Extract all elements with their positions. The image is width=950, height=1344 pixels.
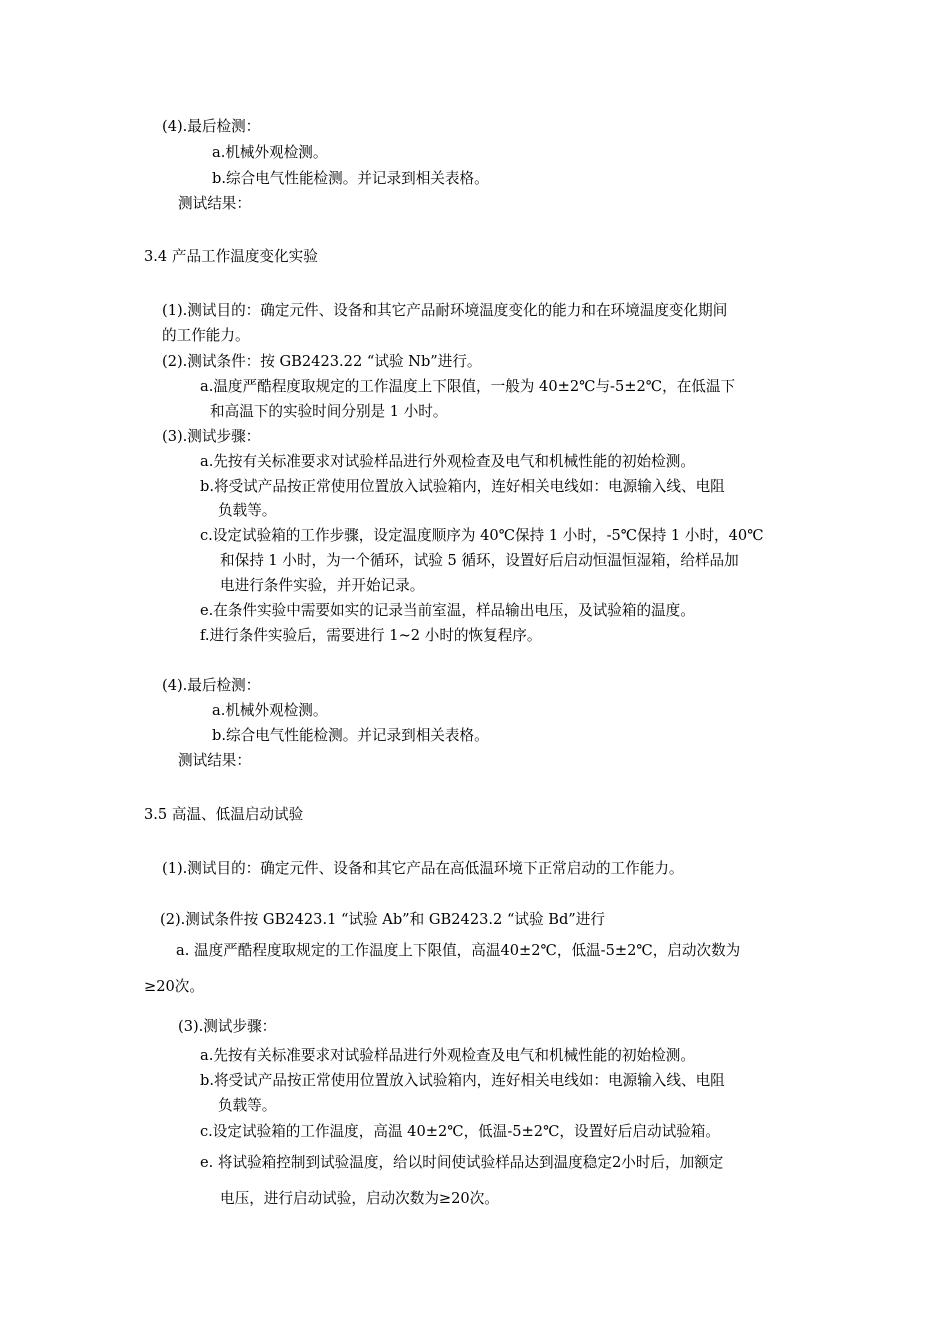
test-steps-heading: (3).测试步骤： [178,1018,277,1035]
test-conditions: (2).测试条件按 GB2423.1 “试验 Ab”和 GB2423.2 “试验 Bd”进行 [160,911,605,928]
step-a: a.先按有关标准要求对试验样品进行外观检查及电气和机械性能的初始检测。 [200,453,695,470]
step-b-line-1: b.将受试产品按正常使用位置放入试验箱内，连好相关电线如：电源输入线、电阻 [200,478,725,495]
section-heading-3-5: 3.5 高温、低温启动试验 [144,806,304,823]
step-e-line-2: 电压，进行启动试验，启动次数为≥20次。 [220,1190,499,1207]
test-result-label: 测试结果： [178,195,251,212]
step-a: a.先按有关标准要求对试验样品进行外观检查及电气和机械性能的初始检测。 [200,1047,695,1064]
final-check-heading: (4).最后检测： [162,677,261,694]
step-f: f.进行条件实验后，需要进行 1~2 小时的恢复程序。 [200,627,542,644]
step-c: c.设定试验箱的工作温度，高温 40±2℃，低温-5±2℃，设置好后启动试验箱。 [200,1123,720,1140]
step-b-line-2: 负载等。 [218,1097,277,1114]
test-steps-heading: (3).测试步骤： [162,428,261,445]
test-result-label: 测试结果： [178,752,251,769]
test-conditions: (2).测试条件：按 GB2423.22 “试验 Nb”进行。 [162,353,482,370]
step-c-line-2: 和保持 1 小时，为一个循环，试验 5 循环，设置好后启动恒温恒湿箱，给样品加 [220,552,739,569]
section-heading-3-4: 3.4 产品工作温度变化实验 [144,248,318,265]
step-c-line-1: c.设定试验箱的工作步骤，设定温度顺序为 40℃保持 1 小时，-5℃保持 1 小时，40℃ [200,527,764,544]
final-check-item-a: a.机械外观检测。 [212,144,328,161]
condition-a-line-2: ≥20次。 [144,978,204,995]
final-check-heading: (4).最后检测： [162,118,261,135]
purpose-line-1: (1).测试目的：确定元件、设备和其它产品耐环境温度变化的能力和在环境温度变化期间 [162,302,728,319]
step-c-line-3: 电进行条件实验，并开始记录。 [220,577,425,594]
step-e-line-1: e. 将试验箱控制到试验温度，给以时间使试验样品达到温度稳定2小时后，加额定 [200,1154,724,1171]
condition-a-line-2: 和高温下的实验时间分别是 1 小时。 [210,403,448,420]
step-e: e.在条件实验中需要如实的记录当前室温，样品输出电压，及试验箱的温度。 [200,602,695,619]
purpose: (1).测试目的：确定元件、设备和其它产品在高低温环境下正常启动的工作能力。 [162,860,684,877]
final-check-item-b: b.综合电气性能检测。并记录到相关表格。 [212,727,489,744]
final-check-item-b: b.综合电气性能检测。并记录到相关表格。 [212,170,489,187]
condition-a-line-1: a. 温度严酷程度取规定的工作温度上下限值，高温40±2℃，低温-5±2℃，启动次数为 [176,942,741,959]
final-check-item-a: a.机械外观检测。 [212,702,328,719]
purpose-line-2: 的工作能力。 [162,327,250,344]
condition-a-line-1: a.温度严酷程度取规定的工作温度上下限值，一般为 40±2℃与-5±2℃，在低温下 [200,378,736,395]
step-b-line-1: b.将受试产品按正常使用位置放入试验箱内，连好相关电线如：电源输入线、电阻 [200,1072,725,1089]
step-b-line-2: 负载等。 [218,502,277,519]
